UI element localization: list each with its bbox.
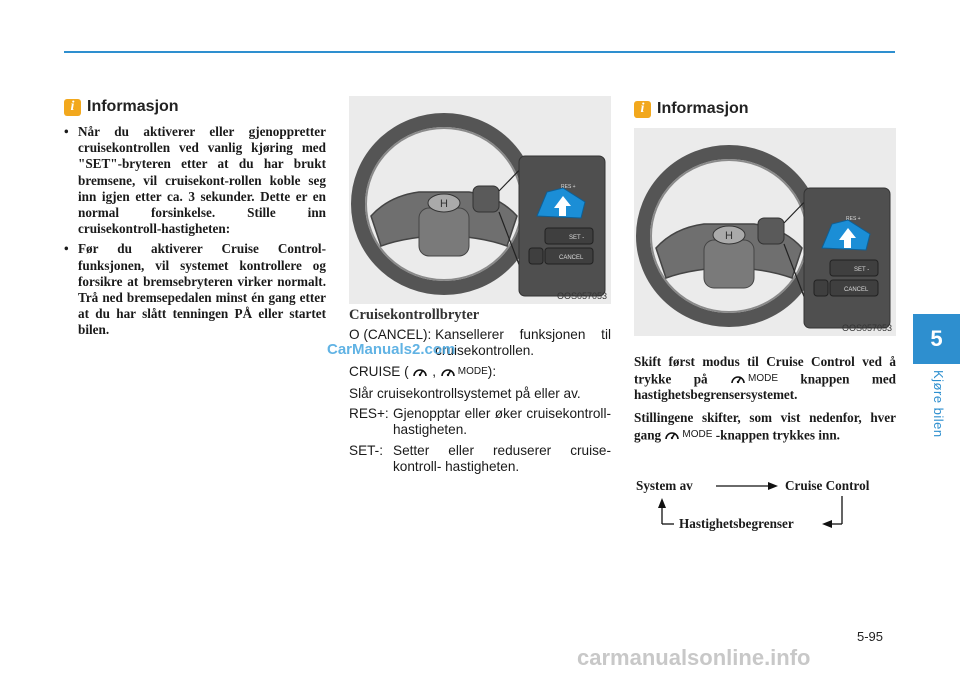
flow-speed-limiter: Hastighetsbegrenser <box>679 516 794 531</box>
chapter-title: Kjøre bilen <box>931 370 946 438</box>
mode-paragraph-2: Stillingene skifter, som vist nedenfor, hver gang MODE -knappen trykkes inn. <box>634 410 896 442</box>
set-label: SET - <box>569 235 585 241</box>
res-description: RES+: Gjenopptar eller øker cruisekontroll- hastigheten. <box>349 406 611 437</box>
steering-wheel-illustration <box>634 128 896 336</box>
section-title: Cruisekontrollbryter <box>349 307 480 323</box>
info-heading-1 <box>64 98 179 116</box>
info-icon: i <box>634 101 651 118</box>
page-number: 5-95 <box>857 629 884 644</box>
watermark: carmanualsonline.info <box>577 645 811 670</box>
cancel-description: O (CANCEL): Kansellerer funksjonen til cruisekontrollen. <box>349 327 611 358</box>
flow-system-off: System av <box>636 478 693 493</box>
set-label: SET - <box>854 267 870 273</box>
speedometer-icon <box>412 365 428 379</box>
header-rule <box>64 51 895 53</box>
speedometer-mode-icon <box>730 371 778 388</box>
info-bullet-list <box>64 124 326 343</box>
mode-paragraph-1: Skift først modus til Cruise Control ved å trykke på MODE knappen med hastighetsbegrensersystemet. <box>634 354 897 403</box>
info-title: Informasjon <box>87 98 179 115</box>
mode-cycle-arrows <box>630 476 890 536</box>
steering-wheel-illustration <box>349 96 611 304</box>
figure-code: OOS057053 <box>556 291 607 301</box>
steering-wheel-figure-2 <box>634 128 896 336</box>
list-item: • Før du aktiverer Cruise Control-funksjonen, vil systemet kontrollere og forsikre at bremsebryteren virker normalt. Trå ned bremsepedalen minst én gang etter at du har slått tenningen PÅ eller startet bilen. <box>64 241 326 338</box>
list-item: • Når du aktiverer eller gjenoppretter cruisekontrollen ved vanlig kjøring med "SET"-bryteren etter at du har brukt bremsene, vil cruisekont-rollen koble seg inn igjen etter ca. 3 sekunder. Dette er en normal forsinkelse. Stille inn cruisekontroll-hastigheten: <box>64 124 326 237</box>
steering-wheel-figure <box>349 96 611 304</box>
mode-label: MODE <box>457 366 488 377</box>
mode-label: MODE <box>682 428 713 440</box>
speedometer-mode-icon <box>664 427 712 444</box>
mode-label: MODE <box>748 372 778 384</box>
speedometer-mode-icon <box>440 364 488 380</box>
info-heading-2 <box>634 100 749 118</box>
figure-code: OOS057053 <box>841 323 892 333</box>
cancel-label: CANCEL <box>559 255 584 261</box>
svg-text:H: H <box>725 230 733 242</box>
chapter-number-tab: 5 <box>913 314 960 364</box>
cancel-label: CANCEL <box>844 287 869 293</box>
set-description: SET-: Setter eller reduserer cruise-kontroll- hastigheten. <box>349 443 611 474</box>
watermark: CarManuals2.com <box>327 341 456 358</box>
svg-text:H: H <box>440 198 448 210</box>
flow-cruise-control: Cruise Control <box>785 478 870 493</box>
info-title: Informasjon <box>657 100 749 117</box>
cruise-description: CRUISE ( , MODE ): Slår cruisekontrollsystemet på eller av. <box>349 364 581 401</box>
res-label: RES + <box>561 184 576 190</box>
info-icon: i <box>64 99 81 116</box>
res-label: RES + <box>846 216 861 222</box>
